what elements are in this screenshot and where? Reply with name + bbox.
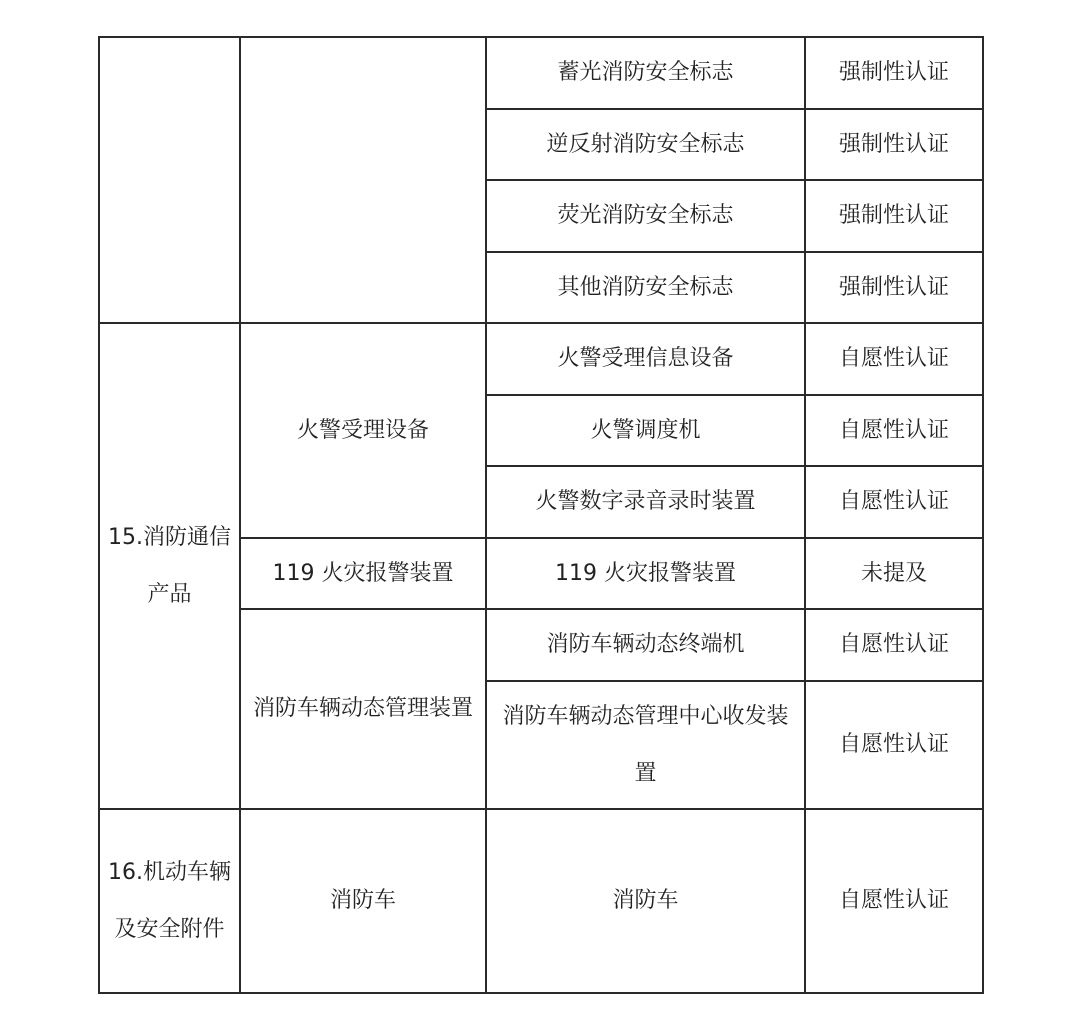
subcategory-cell: 火警受理设备 — [240, 323, 486, 538]
cert-type-cell: 自愿性认证 — [805, 323, 983, 395]
category-cell: 16.机动车辆及安全附件 — [99, 809, 240, 993]
certification-table — [98, 36, 984, 994]
cert-type-cell: 自愿性认证 — [805, 681, 983, 809]
category-cell — [99, 37, 240, 323]
cert-type-cell: 自愿性认证 — [805, 466, 983, 538]
product-cell: 火警调度机 — [486, 395, 805, 467]
product-cell: 逆反射消防安全标志 — [486, 109, 805, 181]
cert-type-cell: 自愿性认证 — [805, 809, 983, 993]
table-row — [99, 809, 983, 993]
subcategory-cell: 119 火灾报警装置 — [240, 538, 486, 610]
cert-type-cell: 自愿性认证 — [805, 609, 983, 681]
product-cell: 蓄光消防安全标志 — [486, 37, 805, 109]
product-cell: 119 火灾报警装置 — [486, 538, 805, 610]
subcategory-cell: 消防车辆动态管理装置 — [240, 609, 486, 809]
table-row — [99, 37, 983, 109]
product-cell: 火警受理信息设备 — [486, 323, 805, 395]
product-cell: 消防车辆动态终端机 — [486, 609, 805, 681]
cert-type-cell: 强制性认证 — [805, 109, 983, 181]
subcategory-cell — [240, 37, 486, 323]
product-cell: 火警数字录音录时装置 — [486, 466, 805, 538]
product-cell: 消防车辆动态管理中心收发装置 — [486, 681, 805, 809]
product-cell: 消防车 — [486, 809, 805, 993]
cert-type-cell: 未提及 — [805, 538, 983, 610]
cert-type-cell: 强制性认证 — [805, 180, 983, 252]
table-row — [99, 323, 983, 395]
cert-type-cell: 强制性认证 — [805, 252, 983, 324]
category-cell: 15.消防通信产品 — [99, 323, 240, 809]
product-cell: 其他消防安全标志 — [486, 252, 805, 324]
subcategory-cell: 消防车 — [240, 809, 486, 993]
cert-type-cell: 自愿性认证 — [805, 395, 983, 467]
cert-type-cell: 强制性认证 — [805, 37, 983, 109]
product-cell: 荧光消防安全标志 — [486, 180, 805, 252]
